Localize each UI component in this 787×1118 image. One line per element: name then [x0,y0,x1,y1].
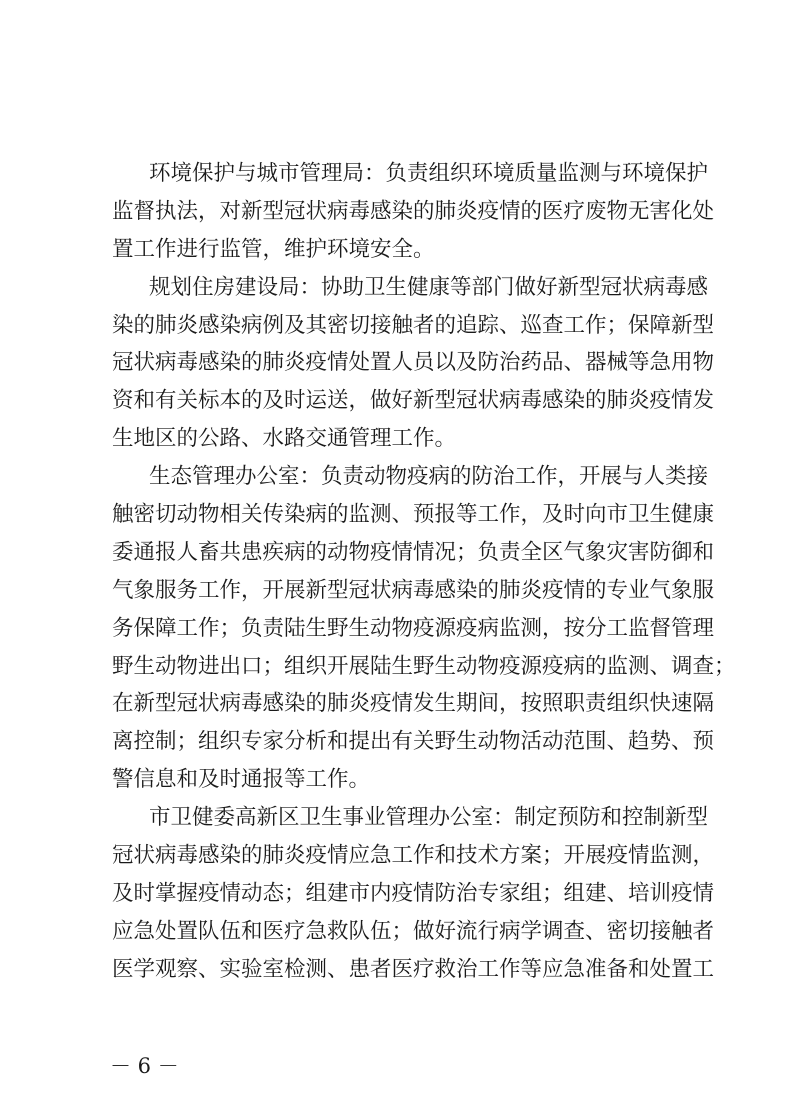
paragraph-line: 置工作进行监管，维护环境安全。 [112,236,435,262]
paragraph-line: 应急处置队伍和医疗急救队伍；做好流行病学调查、密切接触者 [112,918,715,944]
paragraph-line: 及时掌握疫情动态；组建市内疫情防治专家组；组建、培训疫情 [112,880,715,906]
paragraph-line: 离控制；组织专家分析和提出有关野生动物活动范围、趋势、预 [112,729,715,755]
paragraph-line: 在新型冠状病毒感染的肺炎疫情发生期间，按照职责组织快速隔 [112,691,715,717]
paragraph-line: 冠状病毒感染的肺炎疫情应急工作和技术方案；开展疫情监测， [112,843,715,869]
paragraph-line: 野生动物进出口；组织开展陆生野生动物疫源疫病的监测、调查； [112,653,736,679]
paragraph-line: 市卫健委高新区卫生事业管理办公室：制定预防和控制新型 [149,805,709,831]
paragraph-line: 触密切动物相关传染病的监测、预报等工作，及时向市卫生健康 [112,502,715,528]
paragraph-line: 环境保护与城市管理局：负责组织环境质量监测与环境保护 [149,161,709,186]
paragraph-line: 资和有关标本的及时运送，做好新型冠状病毒感染的肺炎疫情发 [112,388,715,414]
paragraph-line: 医学观察、实验室检测、患者医疗救治工作等应急准备和处置工 [112,956,715,982]
paragraph-line: 监督执法，对新型冠状病毒感染的肺炎疫情的医疗废物无害化处 [112,198,715,224]
paragraph-line: 冠状病毒感染的肺炎疫情处置人员以及防治药品、器械等急用物 [112,350,715,376]
paragraph-line: 务保障工作；负责陆生野生动物疫源疫病监测，按分工监督管理 [112,615,715,641]
paragraph-line: 生地区的公路、水路交通管理工作。 [112,426,457,452]
paragraph-line: 气象服务工作，开展新型冠状病毒感染的肺炎疫情的专业气象服 [112,577,715,603]
page-number: － 6 － [110,1054,179,1078]
paragraph-line: 委通报人畜共患疾病的动物疫情情况；负责全区气象灾害防御和 [112,539,715,565]
body-text [112,155,736,989]
paragraph-line: 警信息和及时通报等工作。 [112,767,371,793]
paragraph-line: 规划住房建设局：协助卫生健康等部门做好新型冠状病毒感 [149,274,709,300]
paragraph-line: 生态管理办公室：负责动物疫病的防治工作，开展与人类接 [149,464,709,490]
paragraph-line: 染的肺炎感染病例及其密切接触者的追踪、巡查工作；保障新型 [112,312,715,338]
